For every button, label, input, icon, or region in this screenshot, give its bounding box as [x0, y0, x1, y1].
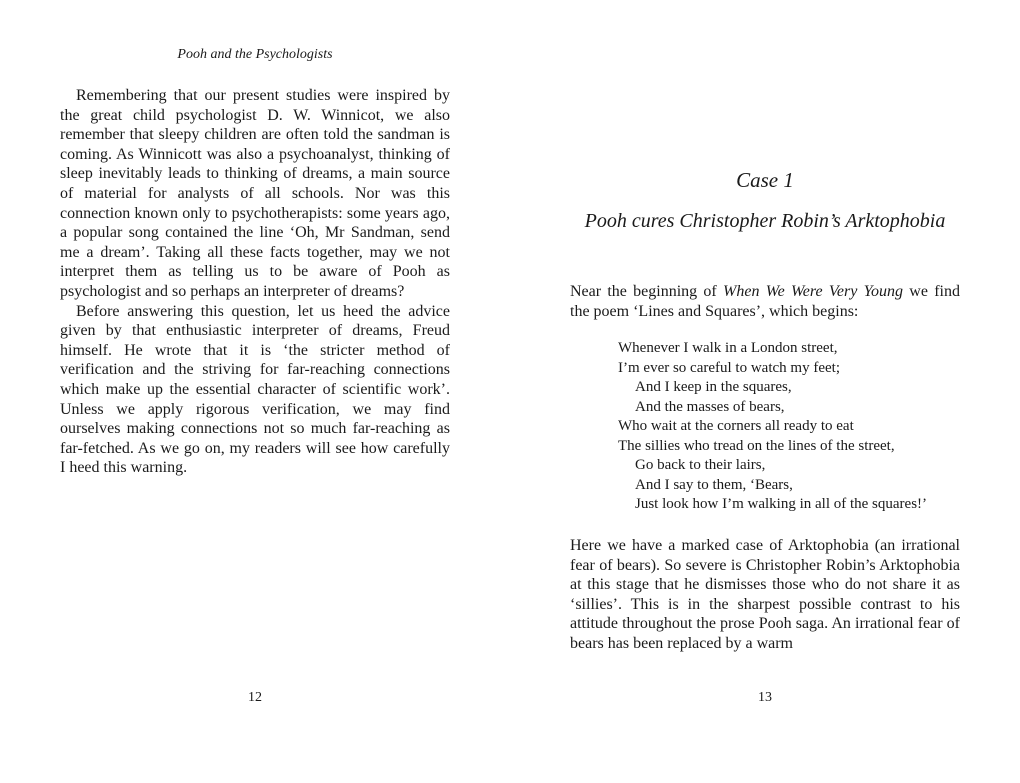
running-head: Pooh and the Psychologists — [177, 47, 333, 62]
poem-line: The sillies who tread on the lines of the street, — [618, 437, 895, 454]
page-number: 13 — [758, 690, 772, 705]
chapter-title: Case 1 — [736, 168, 794, 192]
poem-line: Who wait at the corners all ready to eat — [618, 418, 854, 434]
paragraph: Here we have a marked case of Arktophobia (an irrational fear of bears). So severe is Christopher Robin’s Arktophobia at this stage that he dismisses those who do not share it as ‘sillies’. This is in the sharpest possible contrast to his attitude throughout the prose Pooh saga. An irrational fear of bears has been replaced by a warm — [570, 537, 960, 652]
poem-block — [618, 339, 978, 515]
book-title: When We Were Very Young — [723, 283, 904, 300]
poem-line: And I say to them, ‘Bears, — [635, 476, 793, 493]
intro-after: we find the poem ‘Lines and Squares’, which begins: — [570, 283, 960, 320]
intro-before: Near the beginning of — [570, 283, 724, 300]
discussion-text — [570, 536, 960, 654]
poem-line: And the masses of bears, — [635, 398, 785, 415]
paragraph: Remembering that our present studies were inspired by the great child psychologist D. W. Winnicot, we also remember that sleepy children are often told the sandman is coming. As Winnicott was also a psychoanalyst, thinking of sleep inevitably leads to thinking of dreams, a main source of material for analysts of all schools. Nor was this connection known only to psychotherapists: some years ago, a popular song contained the line ‘Oh, Mr Sandman, send me a dream’. Taking all these facts together, may we not interpret them as telling us to be aware of Pooh as psychologist and so perhaps an interpreter of dreams? — [60, 87, 450, 300]
poem-line: Just look how I’m walking in all of the squares!’ — [635, 496, 928, 512]
chapter-subtitle: Pooh cures Christopher Robin’s Arktophobia — [584, 210, 946, 232]
right-page — [510, 0, 1020, 783]
intro-text — [570, 282, 960, 321]
paragraph: Before answering this question, let us heed the advice given by that enthusiastic interpreter of dreams, Freud himself. He wrote that it is ‘the stricter method of verification and the striving for far-reaching connections which make up the essential character of scientific work’. Unless we apply rigorous verification, we may find ourselves making connections not so much far-reaching as far-fetched. As we go on, my readers will see how carefully I heed this warning. — [60, 302, 450, 477]
poem-line: Go back to their lairs, — [635, 457, 766, 473]
poem-line: I’m ever so careful to watch my feet; — [618, 359, 840, 376]
page-number: 12 — [248, 690, 262, 705]
left-body-text — [60, 86, 450, 478]
poem-line: And I keep in the squares, — [635, 379, 792, 395]
paragraph — [570, 282, 960, 321]
poem-line: Whenever I walk in a London street, — [618, 340, 838, 356]
